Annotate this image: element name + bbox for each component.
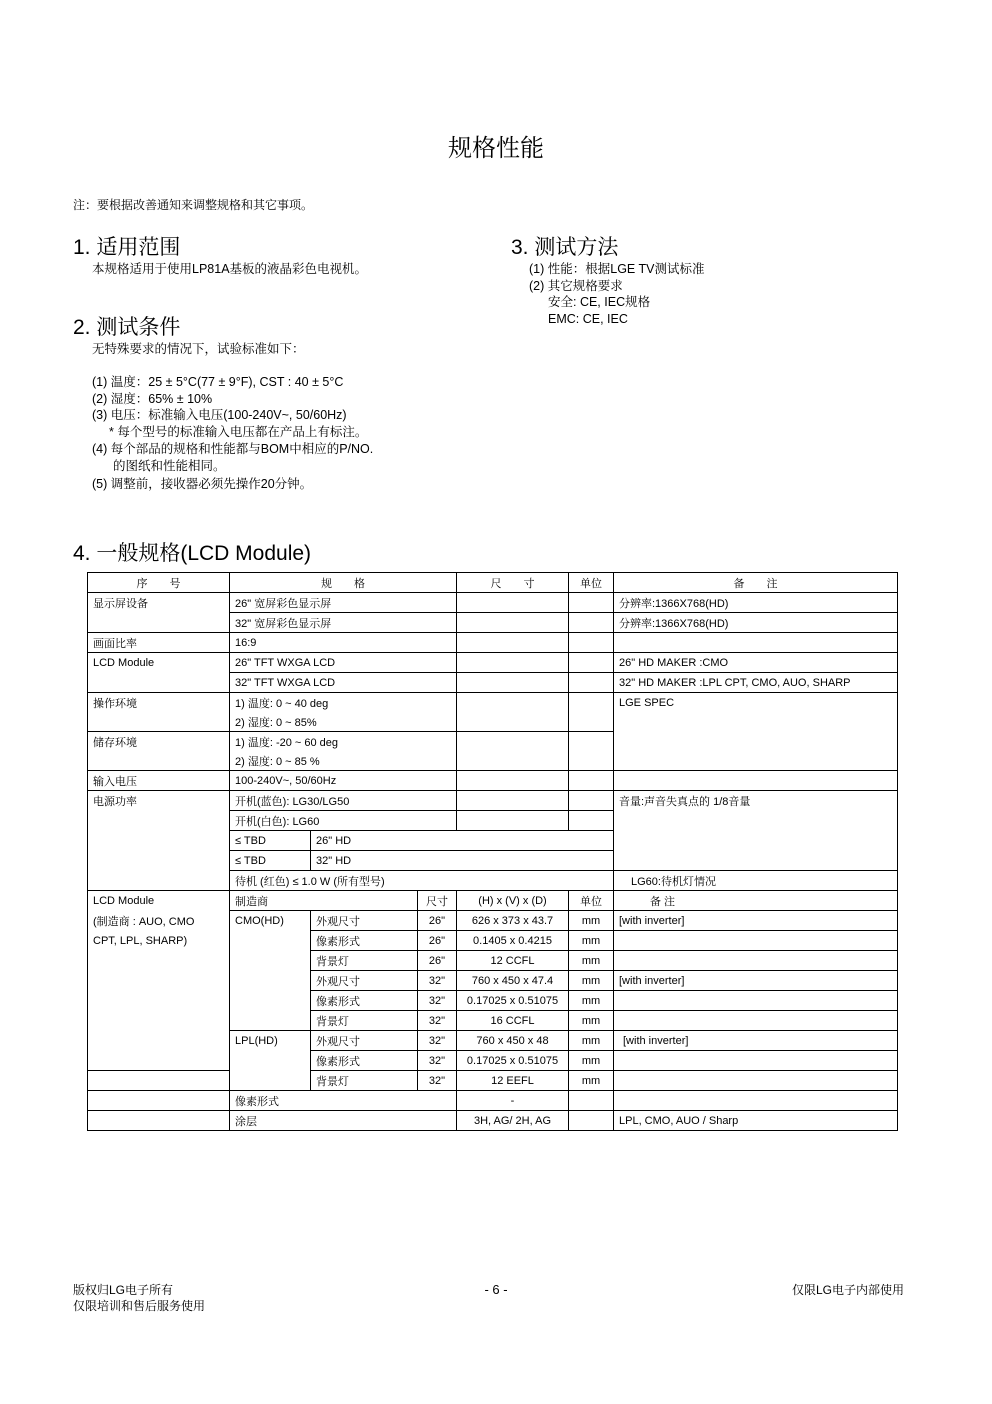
unit-cell — [569, 811, 614, 831]
row-label — [88, 851, 230, 871]
row-label: 电源功率 — [88, 791, 230, 811]
table-row — [88, 1011, 898, 1031]
table-row — [88, 1111, 898, 1131]
page-number: - 6 - — [484, 1282, 508, 1297]
remark-cell — [614, 771, 898, 791]
item-cell: 背景灯 — [311, 951, 418, 971]
spec-cell: 1) 温度: 0 ~ 40 deg — [230, 693, 457, 713]
table-row — [88, 851, 898, 871]
size-cell: 3H, AG/ 2H, AG — [457, 1111, 569, 1131]
remark-cell: 32" HD MAKER :LPL CPT, CMO, AUO, SHARP — [614, 673, 898, 693]
manufacturer-cell — [230, 951, 311, 971]
table-row — [88, 1051, 898, 1071]
table-row — [88, 871, 898, 891]
dimension-cell: 16 CCFL — [457, 1011, 569, 1031]
row-label — [88, 951, 230, 971]
size-cell — [457, 653, 569, 673]
size-cell — [457, 751, 569, 771]
section-2-heading: 2. 测试条件 — [73, 316, 181, 339]
col-header-size: 尺 寸 — [457, 573, 569, 593]
revision-note: 注：要根据改善通知来调整规格和其它事项。 — [73, 198, 314, 212]
footer-usage: 仅限培训和售后服务使用 — [73, 1299, 206, 1313]
dimension-cell: 0.1405 x 0.4215 — [457, 931, 569, 951]
item-cell: 外观尺寸 — [311, 1031, 418, 1051]
spec-cell: 32" 宽屏彩色显示屏 — [230, 613, 457, 633]
dimension-cell: 626 x 373 x 43.7 — [457, 911, 569, 931]
row-label — [88, 871, 230, 891]
unit-cell: mm — [569, 911, 614, 931]
size-cell — [457, 593, 569, 613]
unit-cell — [569, 751, 614, 771]
table-row — [88, 1091, 898, 1111]
section-2-intro: 无特殊要求的情况下，试验标准如下： — [92, 342, 305, 356]
remark-cell: [with inverter] — [614, 1031, 898, 1051]
manufacturer-cell — [230, 1011, 311, 1031]
unit-cell: mm — [569, 931, 614, 951]
table-row — [88, 791, 898, 811]
item-cell: 背景灯 — [311, 1011, 418, 1031]
method-safety: 安全: CE, IEC规格 — [548, 295, 651, 310]
section-3-heading: 3. 测试方法 — [511, 236, 619, 259]
remark-cell: [with inverter] — [614, 971, 898, 991]
row-label: (制造商 : AUO, CMO — [88, 911, 230, 931]
section-1-heading: 1. 适用范围 — [73, 236, 181, 259]
table-row — [88, 831, 898, 851]
power-value: ≤ TBD — [230, 851, 311, 871]
remark-cell — [614, 851, 898, 871]
row-label — [88, 971, 230, 991]
size-cell: 26" — [418, 911, 457, 931]
unit-cell: mm — [569, 1071, 614, 1091]
remark-cell — [614, 991, 898, 1011]
manufacturer-cell — [230, 931, 311, 951]
remark-cell — [614, 633, 898, 653]
remark-cell — [614, 931, 898, 951]
remark-cell — [614, 1051, 898, 1071]
spec-cell: 26" 宽屏彩色显示屏 — [230, 593, 457, 613]
size-cell — [457, 633, 569, 653]
spec-cell: 26" TFT WXGA LCD — [230, 653, 457, 673]
row-label — [88, 1111, 230, 1131]
item-cell: 像素形式 — [311, 931, 418, 951]
row-label — [88, 751, 230, 771]
table-header-row — [88, 573, 898, 593]
row-label — [88, 613, 230, 633]
remark-cell — [614, 751, 898, 771]
unit-cell — [569, 791, 614, 811]
spec-table — [87, 572, 898, 1131]
size-cell — [457, 732, 569, 752]
row-label: 输入电压 — [88, 771, 230, 791]
size-cell — [457, 771, 569, 791]
remark-cell — [614, 811, 898, 831]
unit-cell: mm — [569, 1051, 614, 1071]
size-cell: - — [457, 1091, 569, 1111]
dimension-cell: 760 x 450 x 48 — [457, 1031, 569, 1051]
table-row — [88, 1031, 898, 1051]
spec-cell: 待机 (红色) ≤ 1.0 W (所有型号) — [230, 871, 614, 891]
row-label: CPT, LPL, SHARP) — [88, 931, 230, 951]
col-header-unit: 单位 — [569, 573, 614, 593]
unit-cell — [569, 613, 614, 633]
unit-cell — [569, 693, 614, 713]
col-header-no: 序 号 — [88, 573, 230, 593]
size-cell — [457, 613, 569, 633]
row-label — [88, 673, 230, 693]
table-row — [88, 891, 898, 911]
item-cell: 外观尺寸 — [311, 911, 418, 931]
size-cell: 32" — [418, 1051, 457, 1071]
condition-voltage-note: * 每个型号的标准输入电压都在产品上有标注。 — [109, 425, 368, 440]
table-row — [88, 911, 898, 931]
col-header-remark: 备 注 — [614, 573, 898, 593]
power-value: ≤ TBD — [230, 831, 311, 851]
remark-cell: [with inverter] — [614, 911, 898, 931]
method-other: (2) 其它规格要求 — [529, 278, 623, 293]
manufacturer-cell — [230, 1071, 311, 1091]
unit-cell — [569, 732, 614, 752]
table-row — [88, 931, 898, 951]
remark-header: 备 注 — [614, 891, 898, 911]
item-cell: 背景灯 — [311, 1071, 418, 1091]
row-label — [88, 991, 230, 1011]
unit-cell — [569, 771, 614, 791]
spec-cell: 16:9 — [230, 633, 457, 653]
spec-cell: 涂层 — [230, 1111, 457, 1131]
condition-voltage: (3) 电压：标准输入电压(100-240V~, 50/60Hz) — [92, 408, 347, 423]
spec-cell: 2) 湿度: 0 ~ 85% — [230, 712, 457, 732]
condition-parts: (4) 每个部品的规格和性能都与BOM中相应的P/NO. — [92, 441, 374, 456]
remark-cell — [614, 732, 898, 752]
unit-cell — [569, 1111, 614, 1131]
unit-cell — [569, 653, 614, 673]
table-row — [88, 1071, 898, 1091]
power-model: 26" HD — [311, 831, 614, 851]
spec-cell: 1) 温度: -20 ~ 60 deg — [230, 732, 457, 752]
table-row — [88, 613, 898, 633]
size-cell: 32" — [418, 971, 457, 991]
dimension-cell: 0.17025 x 0.51075 — [457, 1051, 569, 1071]
spec-cell: 开机(蓝色): LG30/LG50 — [230, 791, 457, 811]
condition-temperature: (1) 温度：25 ± 5°C(77 ± 9°F), CST : 40 ± 5°C — [92, 375, 344, 389]
remark-cell: LGE SPEC — [614, 693, 898, 713]
size-cell — [457, 811, 569, 831]
unit-cell — [569, 593, 614, 613]
dimension-cell: 12 CCFL — [457, 951, 569, 971]
table-row — [88, 712, 898, 732]
table-row — [88, 693, 898, 713]
spec-cell: 像素形式 — [230, 1091, 457, 1111]
row-label — [88, 1051, 230, 1071]
section-1-text: 本规格适用于使用LP81A基板的液晶彩色电视机。 — [92, 262, 368, 276]
condition-humidity: (2) 湿度：65% ± 10% — [92, 391, 213, 406]
remark-cell: 26" HD MAKER :CMO — [614, 653, 898, 673]
spec-cell: 开机(白色): LG60 — [230, 811, 457, 831]
row-label — [88, 712, 230, 732]
footer-right: 仅限LG电子内部使用 — [791, 1283, 904, 1297]
method-performance: (1) 性能：根据LGE TV测试标准 — [529, 262, 705, 276]
item-cell: 像素形式 — [311, 1051, 418, 1071]
unit-cell — [569, 1091, 614, 1111]
section-4-heading: 4. 一般规格(LCD Module) — [73, 542, 312, 565]
table-row — [88, 593, 898, 613]
condition-warmup: (5) 调整前，接收器必须先操作20分钟。 — [92, 477, 313, 492]
table-row — [88, 811, 898, 831]
footer-left — [73, 1282, 205, 1314]
unit-cell — [569, 633, 614, 653]
size-cell: 32" — [418, 1071, 457, 1091]
unit-cell: mm — [569, 1031, 614, 1051]
footer-copyright: 版权归LG电子所有 — [73, 1283, 174, 1297]
row-label — [88, 1091, 230, 1111]
item-cell: 像素形式 — [311, 991, 418, 1011]
manufacturer-header: 制造商 — [230, 891, 418, 911]
test-conditions-list — [92, 374, 373, 493]
size-cell: 32" — [418, 991, 457, 1011]
size-cell: 26" — [418, 931, 457, 951]
size-cell — [457, 791, 569, 811]
method-emc: EMC: CE, IEC — [548, 312, 628, 327]
manufacturer-cell: CMO(HD) — [230, 911, 311, 931]
manufacturer-cell: LPL(HD) — [230, 1031, 311, 1051]
test-method-list — [529, 261, 704, 328]
spec-cell: 32" TFT WXGA LCD — [230, 673, 457, 693]
remark-cell — [614, 1011, 898, 1031]
row-label: LCD Module — [88, 653, 230, 673]
unit-cell: mm — [569, 951, 614, 971]
remark-cell — [614, 712, 898, 732]
dimension-header: (H) x (V) x (D) — [457, 891, 569, 911]
table-row — [88, 971, 898, 991]
row-label — [88, 831, 230, 851]
dimension-cell: 12 EEFL — [457, 1071, 569, 1091]
size-cell — [457, 693, 569, 713]
dimension-cell: 0.17025 x 0.51075 — [457, 991, 569, 1011]
table-row — [88, 991, 898, 1011]
table-row — [88, 771, 898, 791]
table-row — [88, 633, 898, 653]
row-label — [88, 811, 230, 831]
col-header-spec: 规 格 — [230, 573, 457, 593]
row-label — [88, 1011, 230, 1031]
condition-parts-cont: 的图纸和性能相同。 — [113, 458, 226, 473]
manufacturer-cell — [230, 1051, 311, 1071]
unit-cell — [569, 712, 614, 732]
remark-cell — [614, 831, 898, 851]
unit-cell: mm — [569, 1011, 614, 1031]
size-cell: 26" — [418, 951, 457, 971]
remark-cell — [614, 1071, 898, 1091]
manufacturer-cell — [230, 971, 311, 991]
table-row — [88, 732, 898, 752]
row-label: 操作环境 — [88, 693, 230, 713]
table-row — [88, 653, 898, 673]
remark-cell: LG60:待机灯情况 — [614, 871, 898, 891]
remark-cell: 音量:声音失真点的 1/8音量 — [614, 791, 898, 811]
remark-cell — [614, 1091, 898, 1111]
size-cell: 32" — [418, 1031, 457, 1051]
dimension-cell: 760 x 450 x 47.4 — [457, 971, 569, 991]
size-header: 尺寸 — [418, 891, 457, 911]
spec-cell: 2) 湿度: 0 ~ 85 % — [230, 751, 457, 771]
remark-cell: 分辨率:1366X768(HD) — [614, 593, 898, 613]
row-label: 储存环境 — [88, 732, 230, 752]
item-cell: 外观尺寸 — [311, 971, 418, 991]
remark-cell: LPL, CMO, AUO / Sharp — [614, 1111, 898, 1131]
row-label: 画面比率 — [88, 633, 230, 653]
size-cell — [457, 712, 569, 732]
unit-cell — [569, 673, 614, 693]
power-model: 32" HD — [311, 851, 614, 871]
row-label: 显示屏设备 — [88, 593, 230, 613]
table-row — [88, 673, 898, 693]
page-title: 规格性能 — [448, 135, 544, 162]
table-row — [88, 751, 898, 771]
unit-header: 单位 — [569, 891, 614, 911]
remark-cell: 分辨率:1366X768(HD) — [614, 613, 898, 633]
unit-cell: mm — [569, 991, 614, 1011]
row-label: LCD Module — [88, 891, 230, 911]
table-row — [88, 951, 898, 971]
manufacturer-cell — [230, 991, 311, 1011]
row-label — [88, 1071, 230, 1091]
size-cell — [457, 673, 569, 693]
spec-cell: 100-240V~, 50/60Hz — [230, 771, 457, 791]
row-label — [88, 1031, 230, 1051]
remark-cell — [614, 951, 898, 971]
unit-cell: mm — [569, 971, 614, 991]
size-cell: 32" — [418, 1011, 457, 1031]
